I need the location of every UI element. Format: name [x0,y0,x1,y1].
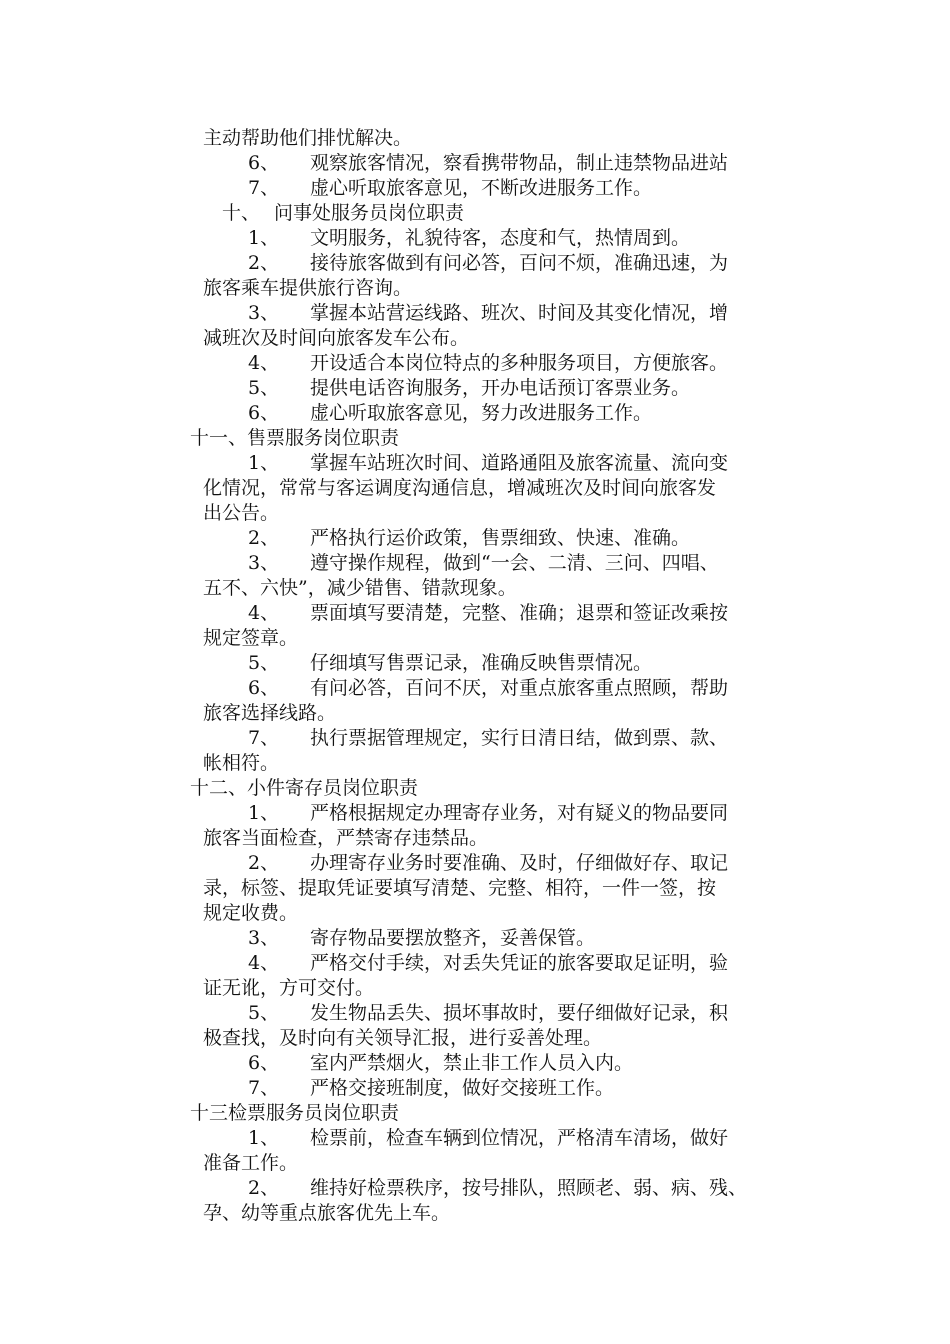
item-number: 1、 [248,802,280,824]
item-number: 6、 [248,677,280,699]
item-number: 5、 [248,377,280,399]
list-item: 3、 遵守操作规程，做到“一会、二清、三问、四唱、 [248,552,719,574]
text-line: 准备工作。 [203,1152,299,1174]
list-item: 5、 提供电话咨询服务，开办电话预订客票业务。 [248,377,691,399]
text-line: 帐相符。 [203,752,280,774]
list-item: 6、 室内严禁烟火，禁止非工作人员入内。 [248,1052,634,1074]
item-number: 2、 [248,252,280,274]
list-item: 1、 文明服务，礼貌待客，态度和气，热情周到。 [248,227,691,249]
list-item: 5、 仔细填写售票记录，准确反映售票情况。 [248,652,653,674]
list-item: 5、 发生物品丢失、损坏事故时，要仔细做好记录，积 [248,1002,729,1024]
item-number: 6、 [248,1052,280,1074]
text-line: 证无讹，方可交付。 [203,977,375,999]
list-item: 1、 检票前，检查车辆到位情况，严格清车清场，做好 [248,1127,729,1149]
section-number: 十、 [222,202,261,224]
section-heading: 十二、小件寄存员岗位职责 [190,777,419,799]
item-number: 3、 [248,552,280,574]
text-line: 化情况，常常与客运调度沟通信息，增减班次及时间向旅客发 [203,477,717,499]
item-number: 1、 [248,1127,280,1149]
list-item: 4、 票面填写要清楚，完整、准确；退票和签证改乘按 [248,602,729,624]
item-number: 4、 [248,602,280,624]
text-line: 旅客乘车提供旅行咨询。 [203,277,413,299]
list-item: 6、 观察旅客情况，察看携带物品，制止违禁物品进站 [248,152,729,174]
list-item: 7、 虚心听取旅客意见，不断改进服务工作。 [248,177,653,199]
item-number: 7、 [248,177,280,199]
item-number: 6、 [248,152,280,174]
item-number: 7、 [248,727,280,749]
item-number: 1、 [248,452,280,474]
text-line: 减班次及时间向旅客发车公布。 [203,327,470,349]
text-line: 极查找，及时向有关领导汇报，进行妥善处理。 [203,1027,603,1049]
item-number: 5、 [248,652,280,674]
list-item: 2、 接待旅客做到有问必答，百问不烦，准确迅速，为 [248,252,729,274]
list-item: 1、 严格根据规定办理寄存业务，对有疑义的物品要同 [248,802,729,824]
list-item: 7、 执行票据管理规定，实行日清日结，做到票、款、 [248,727,729,749]
item-number: 2、 [248,852,280,874]
text-line: 旅客当面检查，严禁寄存违禁品。 [203,827,489,849]
list-item: 2、 办理寄存业务时要准确、及时，仔细做好存、取记 [248,852,729,874]
item-number: 2、 [248,1177,280,1199]
item-number: 1、 [248,227,280,249]
list-item: 3、 寄存物品要摆放整齐，妥善保管。 [248,927,596,949]
text-line: 五不、六快”，减少错售、错款现象。 [203,577,517,599]
item-number: 2、 [248,527,280,549]
item-number: 4、 [248,352,280,374]
item-number: 4、 [248,952,280,974]
text-line: 规定签章。 [203,627,299,649]
item-number: 3、 [248,927,280,949]
item-number: 7、 [248,1077,280,1099]
section-heading: 十三检票服务员岗位职责 [190,1102,400,1124]
list-item: 4、 严格交付手续，对丢失凭证的旅客要取足证明，验 [248,952,729,974]
item-number: 6、 [248,402,280,424]
text-line: 规定收费。 [203,902,299,924]
text-line: 录，标签、提取凭证要填写清楚、完整、相符，一件一签，按 [203,877,717,899]
section-heading: 十、 问事处服务员岗位职责 [222,202,465,224]
list-item: 6、 虚心听取旅客意见，努力改进服务工作。 [248,402,653,424]
text-line: 主动帮助他们排忧解决。 [203,127,413,149]
text-line: 孕、幼等重点旅客优先上车。 [203,1202,451,1224]
text-line: 旅客选择线路。 [203,702,337,724]
item-number: 5、 [248,1002,280,1024]
item-number: 3、 [248,302,280,324]
list-item: 3、 掌握本站营运线路、班次、时间及其变化情况，增 [248,302,729,324]
list-item: 2、 严格执行运价政策，售票细致、快速、准确。 [248,527,691,549]
list-item: 2、 维持好检票秩序，按号排队，照顾老、弱、病、残、 [248,1177,748,1199]
list-item: 4、 开设适合本岗位特点的多种服务项目，方便旅客。 [248,352,729,374]
text-line: 出公告。 [203,502,280,524]
list-item: 1、 掌握车站班次时间、道路通阻及旅客流量、流向变 [248,452,729,474]
list-item: 6、 有问必答，百问不厌，对重点旅客重点照顾，帮助 [248,677,729,699]
section-heading: 十一、售票服务岗位职责 [190,427,400,449]
list-item: 7、 严格交接班制度，做好交接班工作。 [248,1077,615,1099]
